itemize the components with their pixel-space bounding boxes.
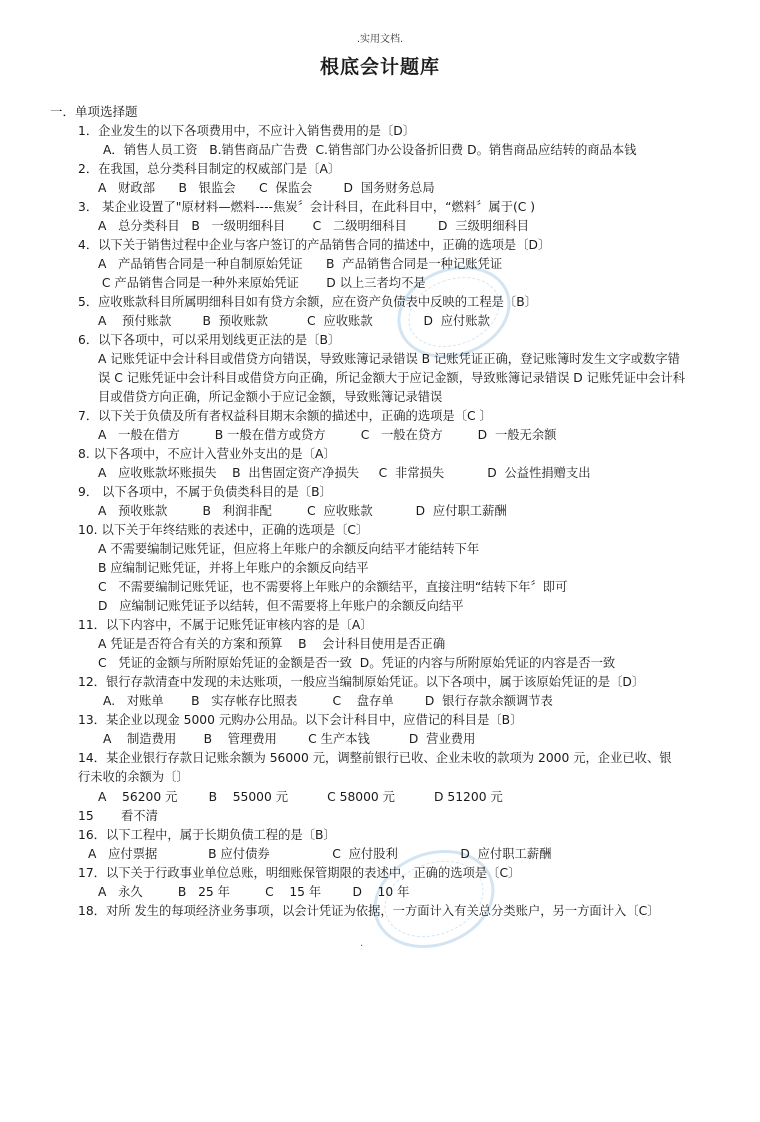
question-9: 9． 以下各项中，不属于负债类科目的是〔B〕	[78, 485, 332, 499]
question-4: 4．以下关于销售过程中企业与客户签订的产品销售合同的描述中，正确的选项是〔D〕	[78, 238, 551, 252]
question-5: 5．应收账款科目所属明细科目如有贷方余额，应在资产负债表中反映的工程是〔B〕	[78, 295, 537, 309]
question-18: 18．对所 发生的每项经济业务事项，以会计凭证为依据，一方面计入有关总分类账户，另一方面计入〔C〕	[78, 904, 660, 918]
question-11: 11．以下内容中，不属于记账凭证审核内容的是〔A〕	[78, 618, 373, 632]
question-6-options: A 记账凭证中会计科目或借贷方向错误，导致账簿记录错误 B 记账凭证正确，登记账簿时发生文字或数字错误 C 记账凭证中会计科目或借贷方向正确，所记金额大于应记金额，导致账簿记录错误 D 记账凭证中会计科目或借贷方向正确，所记金额小于应记金额，导致账簿记录错误	[98, 352, 686, 404]
question-16-options: A 应付票据 B 应付债券 C 应付股利 D 应付职工薪酬	[88, 847, 552, 861]
question-16: 16．以下工程中，属于长期负债工程的是〔B〕	[78, 828, 336, 842]
question-3: 3． 某企业设置了"原材料—燃料----焦炭〞会计科目，在此科目中，“燃料〞属于(C )	[78, 200, 536, 214]
question-2: 2．在我国，总分类科目制定的权威部门是〔A〕	[78, 162, 341, 176]
question-1: 1．企业发生的以下各项费用中，不应计入销售费用的是〔D〕	[78, 124, 416, 138]
question-11-options: C 凭证的金额与所附原始凭证的金额是否一致 D。凭证的内容与所附原始凭证的内容是否一致	[98, 656, 616, 670]
question-12: 12．银行存款清查中发现的未达账项，一般应当编制原始凭证。以下各项中，属于该原始凭证的是〔D〕	[78, 675, 645, 689]
header-note: .实用文档.	[356, 34, 404, 45]
question-10-option-a: A 不需要编制记账凭证，但应将上年账户的余额反向结平才能结转下年	[98, 542, 480, 556]
question-12-options: A. 对账单 B 实存帐存比照表 C 盘存单 D 银行存款余额调节表	[103, 694, 553, 708]
question-10-option-b: B 应编制记账凭证，并将上年账户的余额反向结平	[98, 561, 369, 575]
footer-dot: .	[360, 938, 364, 949]
question-8: 8. 以下各项中，不应计入营业外支出的是〔A〕	[78, 447, 336, 461]
question-13-options: A 制造费用 B 管理费用 C 生产本钱 D 营业费用	[103, 732, 476, 746]
question-4-options: A 产品销售合同是一种自制原始凭证 B 产品销售合同是一种记账凭证	[98, 257, 503, 271]
question-17: 17．以下关于行政事业单位总账，明细账保管期限的表述中，正确的选项是〔C〕	[78, 866, 521, 880]
question-9-options: A 预收账款 B 利润非配 C 应收账款 D 应付职工薪酬	[98, 504, 507, 518]
question-10-option-c: C 不需要编制记账凭证，也不需要将上年账户的余额结平，直接注明“结转下年〞即可	[98, 580, 568, 594]
question-14: 14．某企业银行存款日记账余额为 56000 元，调整前银行已收、企业未收的款项为 2000 元，企业已收、银行未收的余额为〔〕	[78, 751, 672, 784]
question-7: 7．以下关于负债及所有者权益科目期末余额的描述中，正确的选项是〔C 〕	[78, 409, 492, 423]
question-8-options: A 应收账款坏账损失 B 出售固定资产净损失 C 非常损失 D 公益性捐赠支出	[98, 466, 591, 480]
question-4-options: C 产品销售合同是一种外来原始凭证 D 以上三者均不是	[98, 276, 426, 290]
question-10: 10. 以下关于年终结账的表述中，正确的选项是〔C〕	[78, 523, 369, 537]
question-13: 13．某企业以现金 5000 元购办公用品。以下会计科目中，应借记的科目是〔B〕	[78, 713, 523, 727]
section-heading: 一．单项选择题	[50, 104, 138, 119]
question-7-options: A 一般在借方 B 一般在借方或贷方 C 一般在贷方 D 一般无余额	[98, 428, 557, 442]
question-10-option-d: D 应编制记账凭证予以结转，但不需要将上年账户的余额反向结平	[98, 599, 464, 613]
question-17-options: A 永久 B 25 年 C 15 年 D 10 年	[98, 885, 410, 899]
question-2-options: A 财政部 B 银监会 C 保监会 D 国务财务总局	[98, 181, 435, 195]
question-5-options: A 预付账款 B 预收账款 C 应收账款 D 应付账款	[98, 314, 490, 328]
question-6: 6．以下各项中，可以采用划线更正法的是〔B〕	[78, 333, 341, 347]
question-14-options: A 56200 元 B 55000 元 C 58000 元 D 51200 元	[98, 790, 503, 804]
question-11-options: A 凭证是否符合有关的方案和预算 B 会计科目使用是否正确	[98, 637, 446, 651]
question-15: 15 看不清	[78, 809, 158, 823]
question-3-options: A 总分类科目 B 一级明细科目 C 二级明细科目 D 三级明细科目	[98, 219, 530, 233]
question-1-options: A．销售人员工资 B.销售商品广告费 C.销售部门办公设备折旧费 D。销售商品应结转的商品本钱	[103, 143, 637, 157]
page-title: 根底会计题库	[319, 56, 440, 78]
